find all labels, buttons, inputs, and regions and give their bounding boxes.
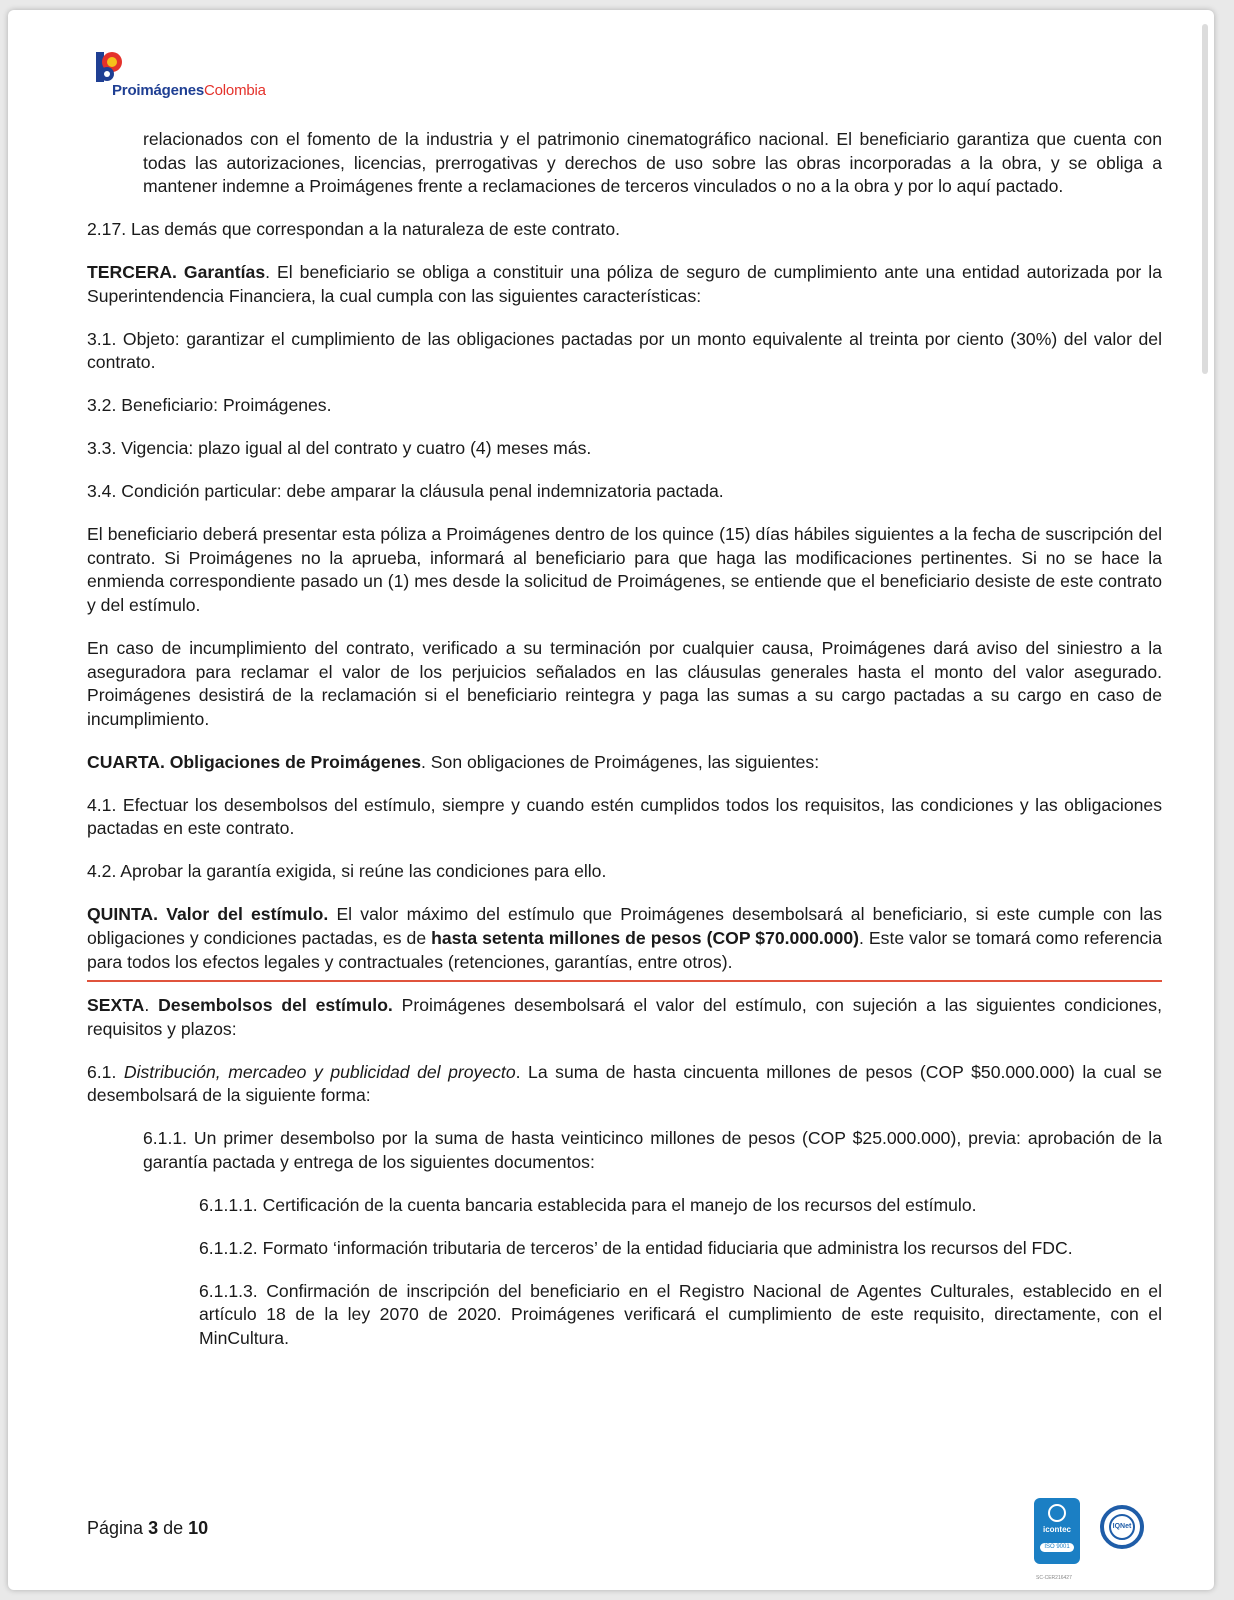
- clause-4-2: 4.2. Aprobar la garantía exigida, si reúne las condiciones para ello.: [87, 861, 607, 882]
- paragraph-continuation: relacionados con el fomento de la industria y el patrimonio cinematográfico nacional. El beneficiario garantiza que cuenta con todas las autorizaciones, licencias, prerrogativas y derechos de uso sobre las obras incorporadas a la obra, y se obliga a mantener indemne a Proimágenes frente a reclamaciones de terceros vinculados o no a la obra y por lo aquí pactado.: [143, 129, 1162, 197]
- clause-quinta-text-end: . Este valor se tomará como referencia para todos los efectos legales y contractuales (retenciones, garantías, entre otros).: [87, 927, 1162, 972]
- scrollbar[interactable]: [1202, 24, 1208, 374]
- clause-6-1: [87, 1061, 1162, 1108]
- clause-3-2: 3.2. Beneficiario: Proimágenes.: [87, 395, 332, 416]
- icontec-label: icontec: [1042, 1525, 1071, 1534]
- document-body: [87, 128, 1162, 1370]
- proimagenes-logo-mark: [94, 50, 128, 84]
- heading-sexta: SEXTA: [87, 995, 145, 1016]
- paragraph-incumplimiento: En caso de incumplimiento del contrato, verificado a su terminación por cualquier causa, Proimágenes dará aviso del siniestro a la aseguradora para reclamar el valor de los perjuicios señalados en las cláusulas generales hasta el monto del valor asegurado. Proimágenes desistirá de la reclamación si el beneficiario reintegra y paga las sumas a su cargo pactadas a su cargo en caso de incumplimiento.: [87, 638, 1162, 729]
- page-label: Página: [87, 1518, 149, 1538]
- page-current: 3: [148, 1518, 159, 1538]
- clause-quinta: [87, 903, 1162, 982]
- clause-4-1: 4.1. Efectuar los desembolsos del estímulo, siempre y cuando estén cumplidos todos los requisitos, las condiciones y las obligaciones pactadas en este contrato.: [87, 794, 1162, 839]
- heading-cuarta: CUARTA. Obligaciones de Proimágenes: [87, 751, 422, 772]
- logo-wordmark: [112, 82, 266, 99]
- clause-cuarta-text: . Son obligaciones de Proimágenes, las siguientes:: [421, 751, 820, 772]
- heading-quinta: QUINTA. Valor del estímulo.: [87, 904, 329, 925]
- clause-sexta-text: Proimágenes desembolsará el valor del estímulo, con sujeción a las siguientes condiciones, requisitos y plazos:: [87, 995, 1162, 1039]
- clause-cuarta: [87, 751, 1162, 775]
- page-total: 10: [188, 1518, 209, 1538]
- clause-6-1-1-2: 6.1.1.2. Formato ‘información tributaria de terceros’ de la entidad fiduciaria que administra los recursos del FDC.: [199, 1237, 1073, 1258]
- iso-label: ISO 9001: [1040, 1543, 1074, 1552]
- certification-logos: [1026, 1483, 1166, 1583]
- clause-6-1-number: 6.1.: [87, 1061, 124, 1082]
- clause-sexta-sep: .: [144, 995, 159, 1016]
- document-page: [8, 10, 1214, 1590]
- clause-3-1: 3.1. Objeto: garantizar el cumplimiento de las obligaciones pactadas por un monto equivalente al treinta por ciento (30%) del valor del contrato.: [87, 328, 1162, 373]
- proimagenes-logo: [88, 42, 348, 102]
- clause-6-1-1-3: 6.1.1.3. Confirmación de inscripción del beneficiario en el Registro Nacional de Agentes Culturales, establecido en el artículo 18 de la ley 2070 de 2020. Proimágenes verificará el cumplimiento de este requisito, directamente, con el MinCultura.: [199, 1280, 1162, 1349]
- page-separator: de: [158, 1518, 189, 1538]
- quinta-amount: hasta setenta millones de pesos (COP $70.000.000): [431, 927, 859, 948]
- clause-tercera-text: . El beneficiario se obliga a constituir una póliza de seguro de cumplimiento ante una entidad autorizada por la Superintendencia Financiera, la cual cumpla con las siguientes características:: [87, 262, 1162, 306]
- iqnet-label: IQNet: [1109, 1514, 1135, 1540]
- clause-quinta-text: El valor máximo del estímulo que Proimágenes desembolsará al beneficiario, si este cumple con las obligaciones y condiciones pactadas, es de: [87, 904, 1162, 948]
- clause-tercera: [87, 261, 1162, 308]
- logo-text-colombia: Colombia: [204, 82, 266, 99]
- clause-6-1-1: 6.1.1. Un primer desembolso por la suma de hasta veinticinco millones de pesos (COP $25.000.000), previa: aprobación de la garantía pactada y entrega de los siguientes documentos:: [143, 1128, 1162, 1172]
- certificate-code: SC-CER216427: [1036, 1575, 1072, 1581]
- icontec-logo: [1034, 1498, 1080, 1564]
- logo-text-proimagenes: Proimágenes: [112, 82, 205, 99]
- icontec-icon: [1048, 1504, 1066, 1522]
- heading-tercera: TERCERA. Garantías: [87, 262, 266, 283]
- iqnet-logo: [1100, 1505, 1144, 1549]
- clause-3-4: 3.4. Condición particular: debe amparar la cláusula penal indemnizatoria pactada.: [87, 481, 724, 502]
- clause-sexta: [87, 994, 1162, 1041]
- clause-2-17: 2.17. Las demás que correspondan a la naturaleza de este contrato.: [87, 219, 621, 240]
- paragraph-poliza: El beneficiario deberá presentar esta póliza a Proimágenes dentro de los quince (15) días hábiles siguientes a la fecha de suscripción del contrato. Si Proimágenes no la aprueba, informará al beneficiario para que haga las modificaciones pertinentes. Si no se hace la enmienda correspondiente pasado un (1) mes desde la solicitud de Proimágenes, se entiende que el beneficiario desiste de este contrato y del estímulo.: [87, 524, 1162, 616]
- clause-6-1-title: Distribución, mercadeo y publicidad del proyecto: [123, 1061, 516, 1082]
- page-number: [87, 1518, 208, 1539]
- clause-6-1-text: . La suma de hasta cincuenta millones de pesos (COP $50.000.000) la cual se desembolsará de la siguiente forma:: [87, 1061, 1163, 1106]
- clause-3-3: 3.3. Vigencia: plazo igual al del contrato y cuatro (4) meses más.: [87, 438, 592, 459]
- clause-6-1-1-1: 6.1.1.1. Certificación de la cuenta bancaria establecida para el manejo de los recursos del estímulo.: [199, 1194, 977, 1215]
- heading-sexta-title: Desembolsos del estímulo.: [158, 995, 393, 1016]
